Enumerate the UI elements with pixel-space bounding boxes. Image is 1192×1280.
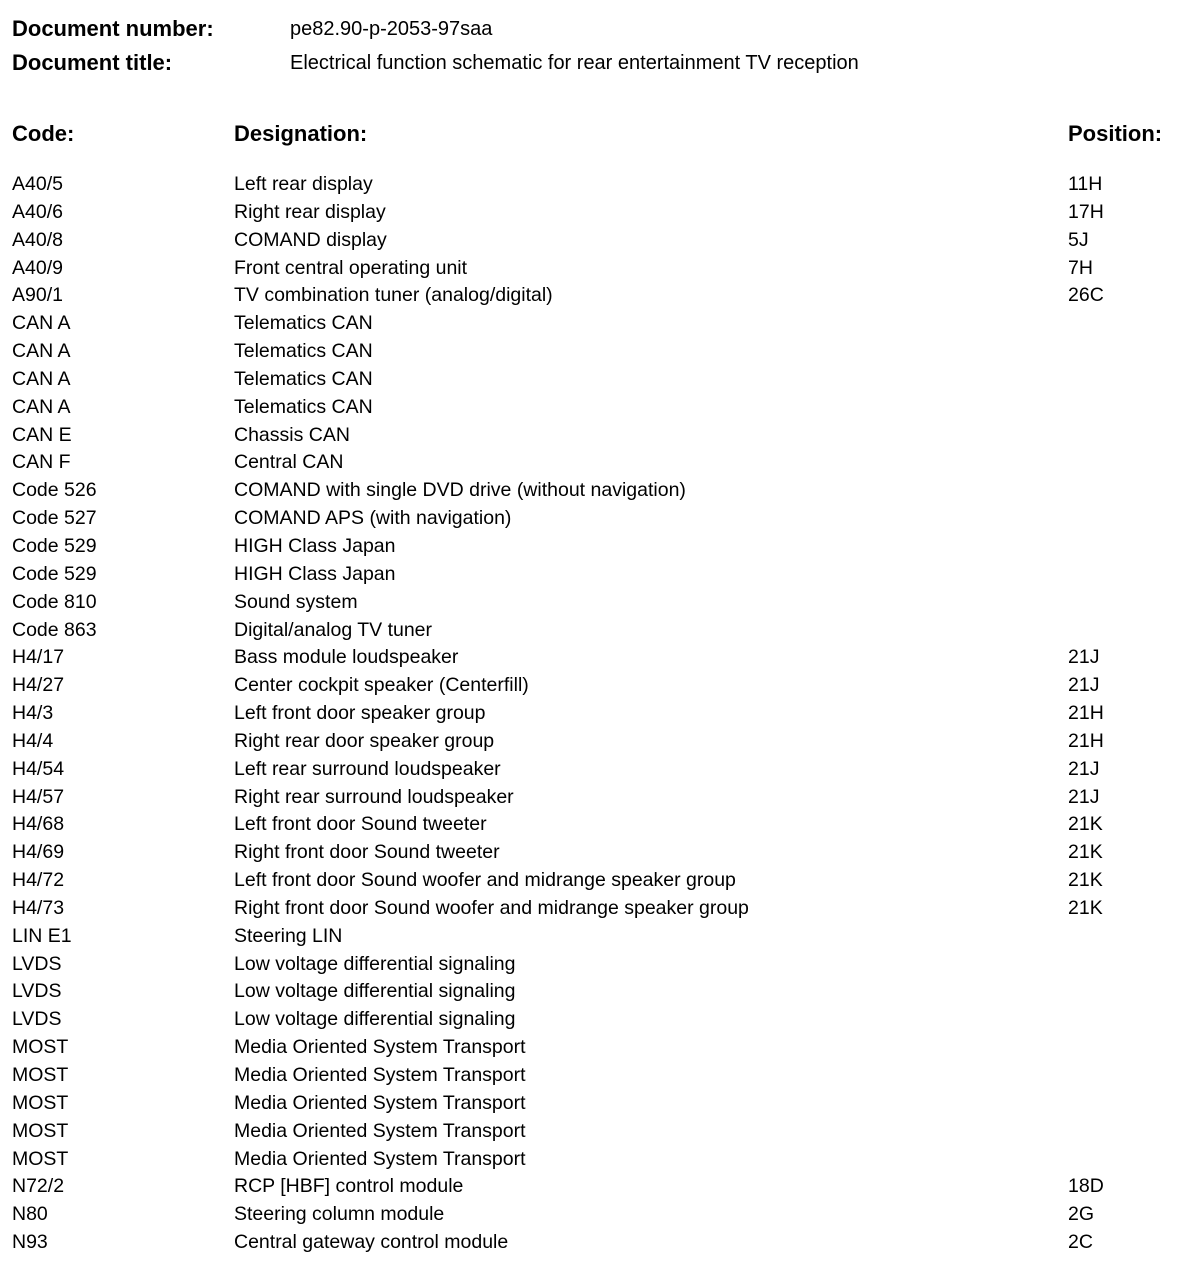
code-cell: H4/4: [12, 729, 54, 752]
table-row: [0, 672, 1192, 700]
code-cell: Code 527: [12, 507, 97, 530]
designation-cell: Steering column module: [234, 1203, 445, 1226]
designation-cell: Left front door speaker group: [234, 702, 486, 725]
position-cell: 2G: [1068, 1203, 1095, 1226]
table-row: [0, 1034, 1192, 1062]
code-cell: MOST: [12, 1036, 69, 1059]
document-number-value: pe82.90-p-2053-97saa: [290, 17, 493, 40]
code-cell: Code 810: [12, 590, 97, 613]
code-cell: H4/72: [12, 869, 65, 892]
code-cell: H4/54: [12, 757, 65, 780]
designation-cell: Chassis CAN: [234, 423, 350, 446]
designation-cell: Right rear display: [234, 200, 386, 223]
table-row: [0, 394, 1192, 422]
code-cell: MOST: [12, 1091, 69, 1114]
code-cell: A40/6: [12, 200, 63, 223]
designation-cell: Sound system: [234, 590, 358, 613]
designation-cell: Media Oriented System Transport: [234, 1036, 526, 1059]
table-row: [0, 255, 1192, 283]
table-row: [0, 589, 1192, 617]
designation-cell: Left rear surround loudspeaker: [234, 757, 501, 780]
code-cell: CAN A: [12, 312, 71, 335]
position-cell: 26C: [1068, 284, 1104, 307]
designation-cell: HIGH Class Japan: [234, 534, 396, 557]
document-title-value: Electrical function schematic for rear entertainment TV reception: [290, 51, 859, 74]
code-column-header: Code:: [12, 121, 75, 146]
table-row: [0, 867, 1192, 895]
position-cell: 21K: [1068, 896, 1103, 919]
table-row: [0, 282, 1192, 310]
code-cell: H4/3: [12, 702, 54, 725]
table-row: [0, 171, 1192, 199]
designation-cell: COMAND display: [234, 228, 387, 251]
designation-cell: Telematics CAN: [234, 340, 373, 363]
designation-cell: Telematics CAN: [234, 395, 373, 418]
table-row: [0, 477, 1192, 505]
table-row: [0, 1229, 1192, 1257]
table-row: [0, 505, 1192, 533]
designation-cell: Left rear display: [234, 173, 373, 195]
designation-cell: Media Oriented System Transport: [234, 1147, 526, 1170]
designation-cell: Low voltage differential signaling: [234, 1008, 516, 1031]
code-cell: N93: [12, 1231, 48, 1254]
designation-cell: Bass module loudspeaker: [234, 646, 459, 669]
position-cell: 21K: [1068, 841, 1103, 864]
table-row: [0, 1062, 1192, 1090]
designation-column-header: Designation:: [234, 121, 368, 146]
designation-cell: Central CAN: [234, 451, 344, 474]
table-row: [0, 756, 1192, 784]
code-cell: H4/68: [12, 813, 65, 836]
document-number-row: [12, 14, 492, 44]
designation-cell: COMAND APS (with navigation): [234, 507, 512, 530]
document-number-label: Document number:: [12, 16, 214, 41]
designation-cell: Low voltage differential signaling: [234, 980, 516, 1003]
table-row: [0, 199, 1192, 227]
document-title-label: Document title:: [12, 50, 173, 75]
code-cell: CAN A: [12, 395, 71, 418]
position-cell: 21J: [1068, 674, 1100, 697]
table-row: [0, 422, 1192, 450]
code-cell: A40/9: [12, 256, 63, 279]
table-row: [0, 700, 1192, 728]
table-row: [0, 728, 1192, 756]
position-cell: 18D: [1068, 1175, 1104, 1198]
code-cell: A40/5: [12, 173, 63, 195]
code-cell: CAN A: [12, 367, 71, 390]
code-cell: H4/57: [12, 785, 65, 808]
position-cell: 21H: [1068, 702, 1104, 725]
designation-cell: Center cockpit speaker (Centerfill): [234, 674, 529, 697]
position-cell: 21K: [1068, 869, 1103, 892]
code-cell: H4/17: [12, 646, 65, 669]
designation-cell: HIGH Class Japan: [234, 562, 396, 585]
designation-cell: Left front door Sound woofer and midrange speaker group: [234, 869, 736, 892]
code-cell: CAN F: [12, 451, 71, 474]
designation-cell: Right front door Sound tweeter: [234, 841, 500, 864]
code-cell: LVDS: [12, 1008, 62, 1031]
position-cell: 2C: [1068, 1231, 1093, 1254]
designation-cell: Right front door Sound woofer and midrange speaker group: [234, 896, 749, 919]
table-row: [0, 811, 1192, 839]
position-cell: 21K: [1068, 813, 1103, 836]
code-cell: Code 526: [12, 479, 97, 502]
code-cell: N80: [12, 1203, 48, 1226]
table-row: [0, 644, 1192, 672]
designation-cell: Front central operating unit: [234, 256, 468, 279]
table-row: [0, 366, 1192, 394]
code-cell: LIN E1: [12, 924, 72, 947]
position-cell: 5J: [1068, 228, 1089, 251]
code-cell: A90/1: [12, 284, 63, 307]
table-row: [0, 449, 1192, 477]
code-cell: H4/27: [12, 674, 65, 697]
code-cell: LVDS: [12, 952, 62, 975]
designation-cell: Steering LIN: [234, 924, 343, 947]
position-cell: 11H: [1068, 173, 1103, 195]
code-cell: MOST: [12, 1119, 69, 1142]
table-row: [0, 978, 1192, 1006]
table-row: [0, 1173, 1192, 1201]
code-cell: Code 529: [12, 534, 97, 557]
table-row: [0, 617, 1192, 645]
table-row: [0, 561, 1192, 589]
position-column-header: Position:: [1068, 121, 1163, 146]
code-cell: Code 529: [12, 562, 97, 585]
designation-cell: Central gateway control module: [234, 1231, 509, 1254]
position-cell: 21H: [1068, 729, 1104, 752]
designation-cell: RCP [HBF] control module: [234, 1175, 464, 1198]
code-cell: MOST: [12, 1064, 69, 1086]
position-cell: 21J: [1068, 757, 1100, 780]
table-row: [0, 533, 1192, 561]
code-cell: LVDS: [12, 980, 62, 1003]
position-cell: 21J: [1068, 646, 1100, 669]
designation-cell: Digital/analog TV tuner: [234, 618, 433, 641]
designation-cell: TV combination tuner (analog/digital): [234, 284, 553, 307]
code-cell: A40/8: [12, 228, 63, 251]
table-row: [0, 923, 1192, 951]
designation-cell: Right rear surround loudspeaker: [234, 785, 514, 808]
table-row: [0, 1146, 1192, 1174]
table-row: [0, 1118, 1192, 1146]
designation-cell: Telematics CAN: [234, 312, 373, 335]
component-table-body: [0, 171, 1192, 1257]
table-row: [0, 951, 1192, 979]
designation-cell: Media Oriented System Transport: [234, 1091, 526, 1114]
designation-cell: Low voltage differential signaling: [234, 952, 516, 975]
table-row: [0, 1006, 1192, 1034]
table-row: [0, 338, 1192, 366]
code-cell: MOST: [12, 1147, 69, 1170]
designation-cell: Media Oriented System Transport: [234, 1064, 526, 1086]
designation-cell: Media Oriented System Transport: [234, 1119, 526, 1142]
table-header: [0, 118, 1192, 150]
designation-cell: Telematics CAN: [234, 367, 373, 390]
table-row: [0, 784, 1192, 812]
code-cell: H4/69: [12, 841, 65, 864]
code-cell: CAN A: [12, 340, 71, 363]
designation-cell: Left front door Sound tweeter: [234, 813, 487, 836]
table-row: [0, 1090, 1192, 1118]
code-cell: CAN E: [12, 423, 72, 446]
position-cell: 7H: [1068, 256, 1093, 279]
code-cell: Code 863: [12, 618, 97, 641]
position-cell: 17H: [1068, 200, 1104, 223]
table-row: [0, 227, 1192, 255]
table-row: [0, 1201, 1192, 1229]
table-row: [0, 839, 1192, 867]
designation-cell: Right rear door speaker group: [234, 729, 495, 752]
table-row: [0, 895, 1192, 923]
document-title-row: [12, 48, 859, 78]
designation-cell: COMAND with single DVD drive (without navigation): [234, 479, 686, 502]
table-row: [0, 310, 1192, 338]
code-cell: N72/2: [12, 1175, 65, 1198]
position-cell: 21J: [1068, 785, 1100, 808]
code-cell: H4/73: [12, 896, 65, 919]
